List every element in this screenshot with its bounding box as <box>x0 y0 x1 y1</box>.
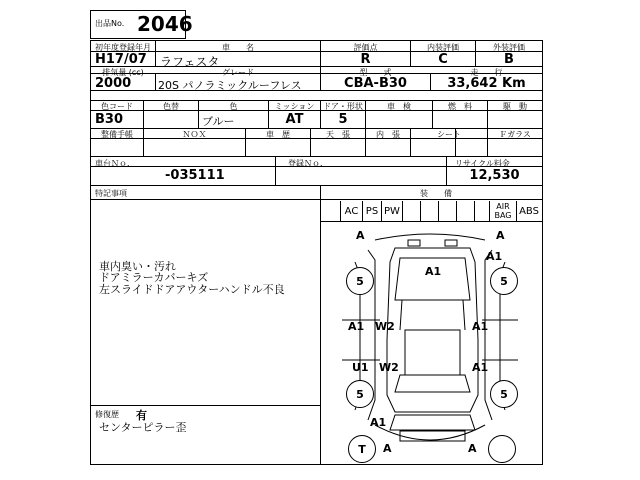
equip-abs: ABS <box>519 205 539 217</box>
exterior-label: 外装評価 <box>493 43 525 52</box>
color-value: ブルー <box>202 115 235 128</box>
mark-front-door-right: A1 <box>472 320 489 333</box>
mark-rear-bumper: A1 <box>370 416 387 429</box>
chassis-number-value: -035111 <box>165 168 225 183</box>
mark-bottom-right: A <box>468 442 477 455</box>
note-line-2: ドアミラーカバーキズ <box>99 271 209 284</box>
score-label: 評価点 <box>353 43 378 52</box>
front-glass-label: Ｆガラス <box>499 130 531 139</box>
interior-trim-label: 内 張 <box>376 130 400 139</box>
equip-slot-8 <box>475 201 490 221</box>
repair-history-label: 修復歴 <box>95 410 119 419</box>
mark-rear-door-right: A1 <box>472 361 489 374</box>
doors-value: 5 <box>338 112 348 127</box>
tire-spare: T <box>348 435 376 463</box>
inspection-label: 車 検 <box>387 102 411 111</box>
mark-hood: A1 <box>425 265 442 278</box>
equip-ps: PS <box>363 201 382 221</box>
exterior-value: B <box>504 52 514 67</box>
color-label: 色 <box>229 102 238 111</box>
seat-label: シート <box>437 130 461 139</box>
tire-front-left: 5 <box>346 267 374 295</box>
note-line-3: 左スライドドアアウターハンドル不良 <box>99 283 285 296</box>
recycle-fee-label: リサイクル料金 <box>455 159 510 168</box>
doors-label: ドア・形状 <box>323 102 363 111</box>
model-value: CBA-B30 <box>344 76 407 91</box>
notes-label: 特記事項 <box>95 189 127 198</box>
nox-label: ＮＯＸ <box>182 130 207 139</box>
color-change-label: 色替 <box>163 102 179 111</box>
score-value: R <box>360 52 371 67</box>
displacement-value: 2000 <box>95 76 132 91</box>
grade-value: 20S パノラミックルーフレス <box>158 79 302 92</box>
mileage-value: 33,642 Km <box>447 76 526 91</box>
mark-rear-glass: W2 <box>379 361 399 374</box>
mark-front-glass: W2 <box>375 320 395 333</box>
maintenance-manual-label: 整備手帳 <box>101 130 133 139</box>
equip-slot-6 <box>439 201 457 221</box>
color-code-label: 色コード <box>101 102 133 111</box>
mark-rocker-left: U1 <box>352 361 369 374</box>
displacement-label: 排気量 (cc) <box>102 68 144 77</box>
lot-number-label: 出品No. <box>95 19 125 28</box>
registration-number-label: 登録Ｎｏ． <box>288 159 328 168</box>
equip-airbag: AIR BAG <box>490 201 517 221</box>
chassis-number-label: 車台Ｎｏ． <box>95 159 135 168</box>
mark-front-right: A <box>496 229 505 242</box>
equip-slot-7 <box>457 201 475 221</box>
equip-blank-slot <box>322 201 341 221</box>
interior-label: 内装評価 <box>427 43 459 52</box>
note-line-1: 車内臭い・汚れ <box>99 260 176 273</box>
mark-bottom-left: A <box>383 442 392 455</box>
year-value: H17/07 <box>95 52 147 67</box>
grade-label: グレード <box>222 68 254 77</box>
tire-front-right: 5 <box>490 267 518 295</box>
mark-front-fender-right: A1 <box>486 250 503 263</box>
equip-pw: PW <box>382 201 403 221</box>
mission-label: ミッション <box>274 102 315 111</box>
year-label: 初年度登録年月 <box>95 43 151 52</box>
mark-front-left: A <box>356 229 365 242</box>
car-name-label: 車 名 <box>222 43 254 52</box>
tire-spare-right <box>488 435 516 463</box>
mission-value: AT <box>285 112 304 127</box>
drive-label: 駆 動 <box>503 102 527 111</box>
repair-history-value: 有 <box>136 409 147 422</box>
tire-rear-left: 5 <box>346 380 374 408</box>
repair-note: センターピラー歪 <box>99 421 187 434</box>
model-label: 型 式 <box>359 68 392 77</box>
equip-slot-4 <box>403 201 421 221</box>
history-label: 車 歴 <box>266 130 290 139</box>
equipment-label: 装 備 <box>420 189 452 198</box>
equip-slot-5 <box>421 201 439 221</box>
ceiling-label: 天 張 <box>326 130 350 139</box>
car-name-value: ラフェスタ <box>160 55 220 69</box>
tire-rear-right: 5 <box>490 380 518 408</box>
recycle-fee-value: 12,530 <box>469 168 520 183</box>
mileage-label: 走 行 <box>470 68 503 77</box>
interior-value: C <box>438 52 448 67</box>
equip-ac: AC <box>341 201 363 221</box>
mark-front-door-left: A1 <box>348 320 365 333</box>
lot-number: 2046 <box>137 12 193 36</box>
fuel-label: 燃 料 <box>448 102 472 111</box>
color-code-value: B30 <box>95 112 123 127</box>
